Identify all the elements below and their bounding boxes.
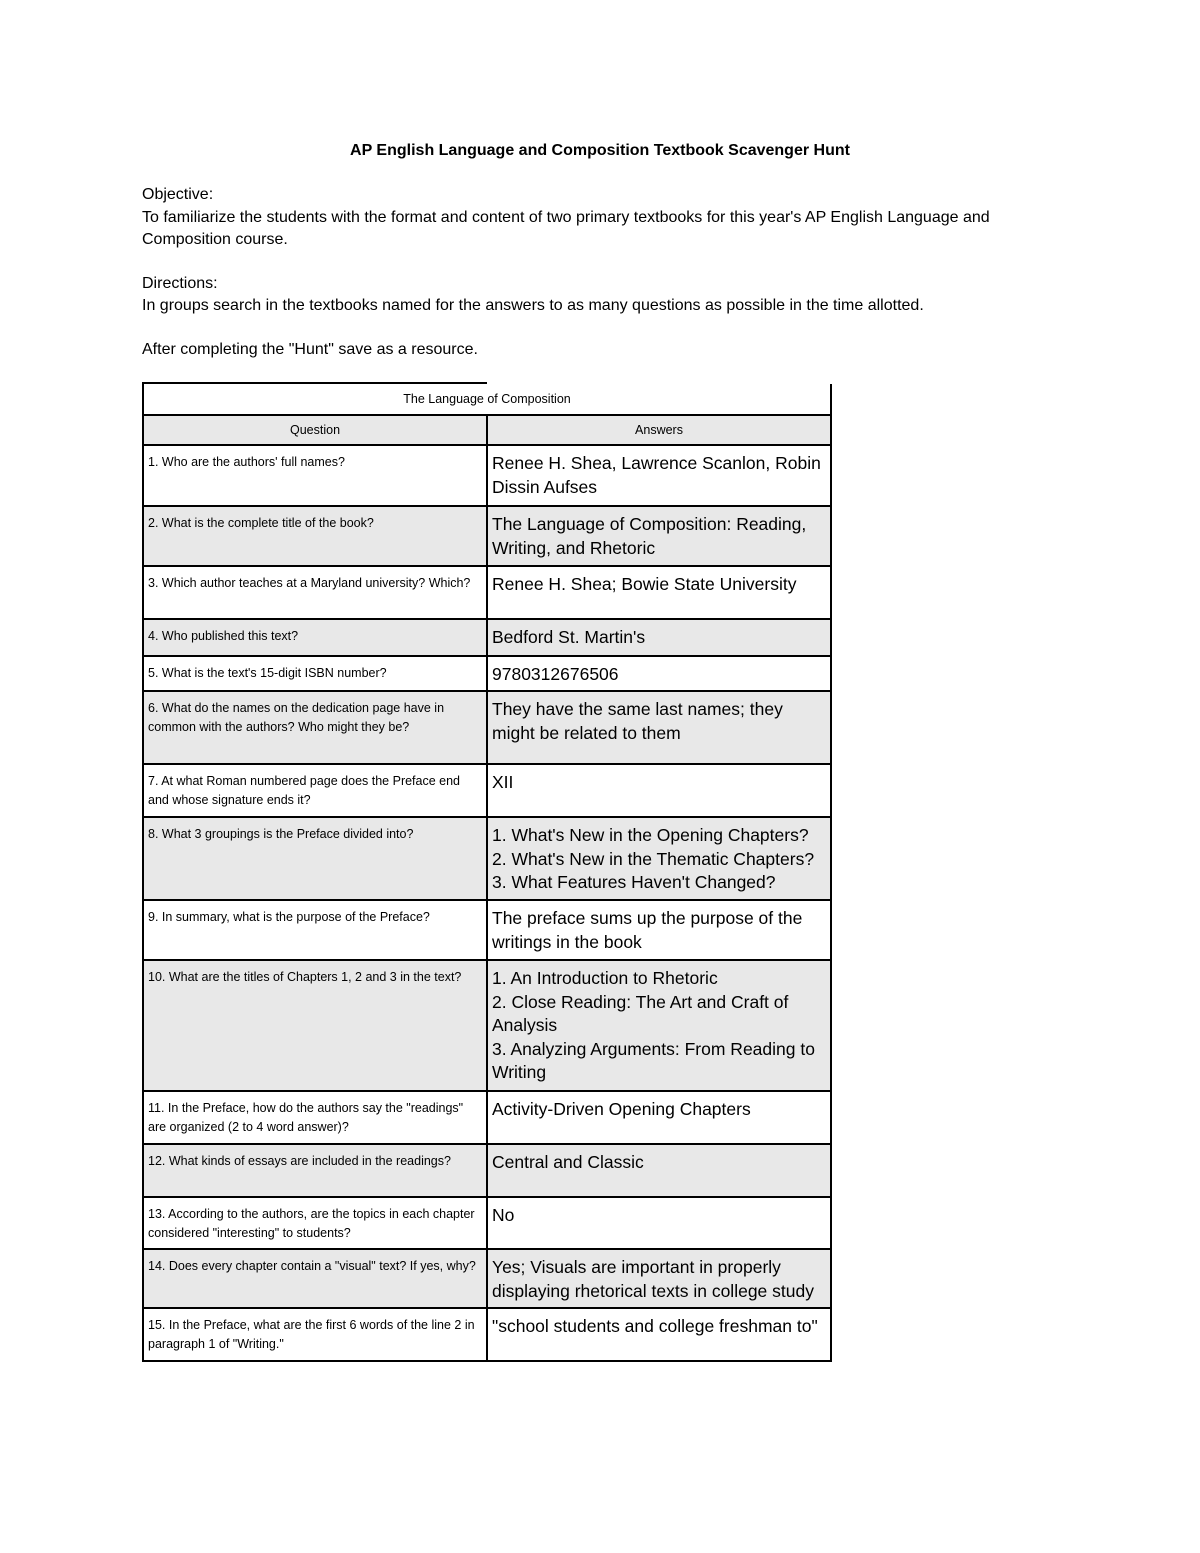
answer-cell: Renee H. Shea, Lawrence Scanlon, Robin Dissin Aufses <box>487 445 831 506</box>
question-cell: 8. What 3 groupings is the Preface divided into? <box>143 817 487 900</box>
table-row <box>143 619 831 656</box>
objective-text: To familiarize the students with the format and content of two primary textbooks for this year's AP English Language and Composition course. <box>142 208 990 248</box>
directions-heading: Directions: <box>142 274 218 292</box>
table-row <box>143 691 831 764</box>
answer-cell: 1. What's New in the Opening Chapters? 2. What's New in the Thematic Chapters? 3. What Features Haven't Changed? <box>487 817 831 900</box>
question-cell: 12. What kinds of essays are included in the readings? <box>143 1144 487 1197</box>
book-title: The Language of Composition <box>143 384 831 415</box>
question-cell: 7. At what Roman numbered page does the Preface end and whose signature ends it? <box>143 764 487 817</box>
after-text: After completing the "Hunt" save as a resource. <box>142 340 478 358</box>
table-row <box>143 506 831 566</box>
answer-cell: No <box>487 1197 831 1249</box>
table-row <box>143 817 831 900</box>
answer-cell: The preface sums up the purpose of the writings in the book <box>487 900 831 960</box>
question-cell: 1. Who are the authors' full names? <box>143 445 487 506</box>
table-row <box>143 1197 831 1249</box>
answer-cell: Bedford St. Martin's <box>487 619 831 656</box>
book-title-row <box>143 384 831 415</box>
question-cell: 5. What is the text's 15-digit ISBN number? <box>143 656 487 691</box>
question-cell: 14. Does every chapter contain a "visual" text? If yes, why? <box>143 1249 487 1308</box>
question-cell: 3. Which author teaches at a Maryland university? Which? <box>143 566 487 619</box>
header-row <box>143 415 831 445</box>
answer-cell: 1. An Introduction to Rhetoric 2. Close Reading: The Art and Craft of Analysis 3. Analyzing Arguments: From Reading to Writing <box>487 960 831 1091</box>
answer-cell: They have the same last names; they might be related to them <box>487 691 831 764</box>
answer-cell: Central and Classic <box>487 1144 831 1197</box>
answer-cell: 9780312676506 <box>487 656 831 691</box>
question-cell: 13. According to the authors, are the topics in each chapter considered "interesting" to students? <box>143 1197 487 1249</box>
intro-section <box>142 184 1052 361</box>
table-row <box>143 1144 831 1197</box>
table-row <box>143 764 831 817</box>
question-cell: 10. What are the titles of Chapters 1, 2 and 3 in the text? <box>143 960 487 1091</box>
answer-cell: Yes; Visuals are important in properly displaying rhetorical texts in college study <box>487 1249 831 1308</box>
table-row <box>143 1249 831 1308</box>
table-row <box>143 566 831 619</box>
table-row <box>143 656 831 691</box>
answer-cell: The Language of Composition: Reading, Writing, and Rhetoric <box>487 506 831 566</box>
table-row <box>143 900 831 960</box>
question-cell: 6. What do the names on the dedication page have in common with the authors? Who might they be? <box>143 691 487 764</box>
scavenger-hunt-table <box>142 384 832 1362</box>
answer-cell: Renee H. Shea; Bowie State University <box>487 566 831 619</box>
column-header-answers: Answers <box>487 415 831 445</box>
table-row <box>143 1091 831 1144</box>
question-cell: 9. In summary, what is the purpose of the Preface? <box>143 900 487 960</box>
objective-heading: Objective: <box>142 186 214 203</box>
question-cell: 4. Who published this text? <box>143 619 487 656</box>
column-header-question: Question <box>143 415 487 445</box>
answer-cell: Activity-Driven Opening Chapters <box>487 1091 831 1144</box>
page-title: AP English Language and Composition Textbook Scavenger Hunt <box>350 142 850 159</box>
question-cell: 2. What is the complete title of the book? <box>143 506 487 566</box>
table-row <box>143 1308 831 1361</box>
answer-cell: "school students and college freshman to" <box>487 1308 831 1361</box>
table-row <box>143 445 831 506</box>
question-cell: 11. In the Preface, how do the authors say the "readings" are organized (2 to 4 word answer)? <box>143 1091 487 1144</box>
answer-cell: XII <box>487 764 831 817</box>
directions-text: In groups search in the textbooks named for the answers to as many questions as possible in the time allotted. <box>142 297 924 314</box>
table-row <box>143 960 831 1091</box>
question-cell: 15. In the Preface, what are the first 6 words of the line 2 in paragraph 1 of "Writing." <box>143 1308 487 1361</box>
